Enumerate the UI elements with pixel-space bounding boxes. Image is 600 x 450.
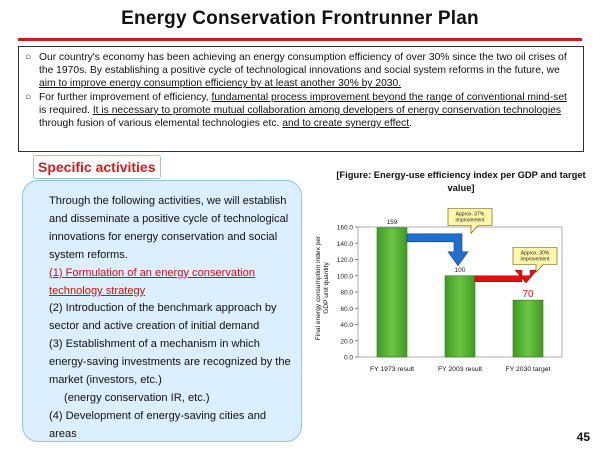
bar-value-label: 100 [454, 266, 466, 274]
summary-bullet-1 [25, 51, 575, 91]
chart-title: [Figure: Energy-use efficiency index per GDP and target value] [336, 169, 586, 193]
title-underline [18, 38, 582, 41]
annotation-30-percent: Approx. 30% improvement [520, 250, 550, 263]
activity-item-4: (4) Development of energy-saving cities and areas [49, 409, 267, 440]
activity-item-1: (1) Formulation of an energy conservation technology strategy [49, 266, 255, 297]
y-tick-label: 100.0 [336, 273, 353, 281]
bullet-circle-icon: ○ [25, 52, 32, 63]
specific-activities-box [22, 180, 302, 442]
y-tick-label: 0.0 [343, 354, 353, 362]
bar-2 [445, 276, 475, 357]
efficiency-bar-chart [300, 200, 596, 385]
bar-3 [513, 300, 543, 357]
bullet-1-text: Our country's economy has been achieving an energy consumption efficiency of over 30% since the two oil crises of the 1970s. By establishing a positive cycle of technological innovations and social system reforms in the future, we aim to improve energy consumption efficiency by at least another 30% by 2030. [39, 52, 567, 90]
y-tick-label: 40.0 [340, 322, 353, 329]
bullet-2-text: For further improvement of efficiency, fundamental process improvement beyond the range of conventional mind-set is required. It is necessary to promote mutual collaboration among developers of energy conservation technologies through fusion of various elemental technologies etc. and to create synergy effect. [39, 91, 567, 130]
y-tick-label: 20.0 [340, 338, 353, 346]
annotation-37-percent: Approx. 37% improvement [455, 211, 485, 224]
x-category-label: FY 1973 result [369, 366, 415, 373]
y-tick-label: 160.0 [336, 224, 353, 232]
page-number: 45 [576, 430, 590, 444]
bar-value-label: 70 [522, 289, 534, 301]
y-tick-label: 140.0 [336, 240, 353, 248]
y-axis-label: Final energy consumption index perGDP unit quantity [315, 235, 330, 341]
y-tick-label: 60.0 [340, 305, 353, 313]
y-tick-label: 120.0 [336, 257, 353, 264]
activity-item-3-note: (energy conservation IR, etc.) [64, 391, 210, 404]
activity-item-2: (2) Introduction of the benchmark approach by sector and active creation of initial demand [49, 302, 277, 333]
summary-box [18, 46, 584, 152]
activities-intro: Through the following activities, we will establish and disseminate a positive cycle of technological innovations for energy conservation and social system reforms. [49, 195, 289, 261]
page-title: Energy Conservation Frontrunner Plan [121, 8, 479, 29]
bullet-circle-icon: ○ [25, 91, 32, 103]
bar-1 [377, 228, 407, 357]
x-category-label: FY 2003 result [437, 366, 483, 373]
summary-bullet-2 [25, 91, 575, 131]
x-category-label: FY 2030 target [505, 366, 551, 373]
specific-activities-label: Specific activities [33, 155, 161, 179]
bar-value-label: 159 [386, 218, 398, 226]
bullet-1-underlined: aim to improve energy consumption efficiency by at least another 30% by 2030. [39, 78, 402, 90]
activity-item-3: (3) Establishment of a mechanism in which energy-saving investments are recognized by the market (investors, etc.) [49, 338, 291, 387]
y-tick-label: 80.0 [340, 289, 353, 297]
